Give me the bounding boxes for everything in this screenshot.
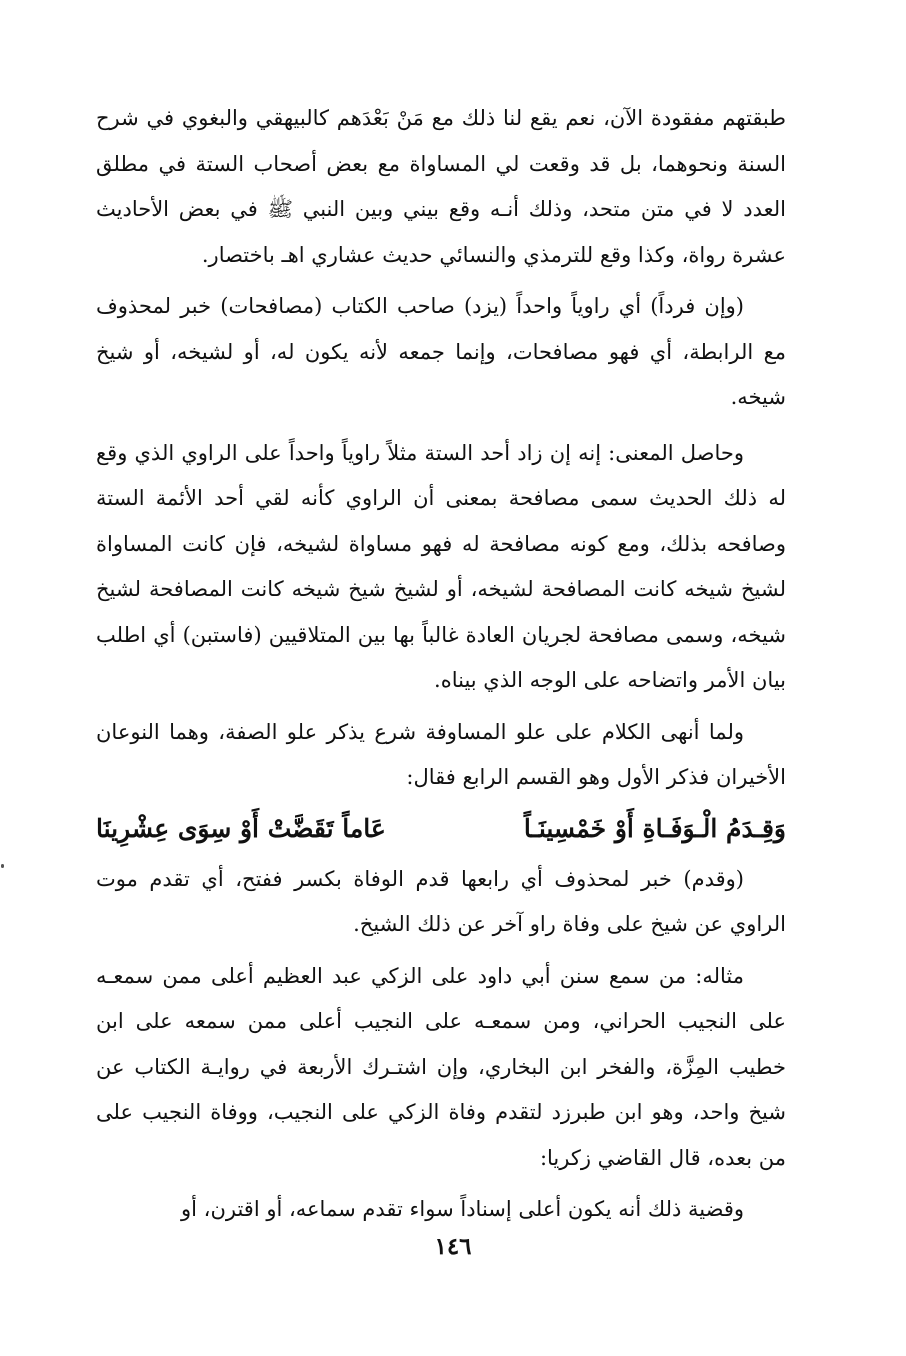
paragraph: طبقتهم مفقودة الآن، نعم يقع لنا ذلك مع مَنْ بَعْدَهم كالبيهقي والبغوي في شرح السنة ونحوهما، بل قد وقعت لي المساواة مع بعض أصحاب الستة في مطلق العدد لا في متن متحد، وذلك أنـه وقع بيني وبين النبي ﷺ في بعض الأحاديث عشرة رواة، وكذا وقع للترمذي والنسائي حديث عشاري اهـ باختصار. xyxy=(96,106,786,267)
poem-verse xyxy=(96,801,786,857)
scan-speck xyxy=(1,864,4,868)
paragraph: مثاله: من سمع سنن أبي داود على الزكي عبد العظيم أعلى ممن سمعـه على النجيب الحراني، ومن سمعـه على النجيب أعلى ممن سمعه على ابن خطيب المِزَّة، والفخر ابن البخاري، وإن اشتـرك الأربعة في روايـة الكتاب عن شيخ واحد، وهو ابن طبرزد لتقدم وفاة الزكي على النجيب، ووفاة النجيب على من بعده، قال القاضي زكريا: xyxy=(96,963,786,1170)
paragraph: ولما أنهى الكلام على علو المساوفة شرع يذكر علو الصفة، وهما النوعان الأخيران فذكر الأول وهو القسم الرابع فقال: xyxy=(96,719,786,789)
verse-right-hemistich: وَقِـدَمُ الْـوَفَـاةِ أَوْ خَمْسِينَـاً xyxy=(523,813,786,843)
body-text xyxy=(96,96,786,1233)
paragraph: وقضية ذلك أنه يكون أعلى إسناداً سواء تقدم سماعه، أو اقترن، أو xyxy=(181,1197,744,1221)
page-number: ١٤٦ xyxy=(434,1233,472,1260)
paragraph: (وإن فرداً) أي راوياً واحداً (يزد) صاحب الكتاب (مصافحات) خبر لمحذوف مع الرابطة، أي فهو مصافحات، وإنما جمعه لأنه يكون له، أو لشيخه، أو شيخ شيخه. xyxy=(96,294,786,409)
verse-left-hemistich: عَاماً تَقَضَّتْ أَوْ سِوَى عِشْرِينَا xyxy=(96,813,386,843)
paragraph: (وقدم) خبر لمحذوف أي رابعها قدم الوفاة بكسر ففتح، أي تقدم موت الراوي عن شيخ على وفاة راو آخر عن ذلك الشيخ. xyxy=(96,866,786,936)
paragraph: وحاصل المعنى: إنه إن زاد أحد الستة مثلاً راوياً واحداً على الراوي الذي وقع له ذلك الحديث سمى مصافحة بمعنى أن الراوي كأنه لقي أحد الأئمة الستة وصافحه بذلك، ومع كونه مصافحة له فهو مساواة لشيخه، فإن كانت المساواة لشيخ شيخه كانت المصافحة لشيخه، أو لشيخ شيخ شيخه كانت المصافحة لشيخ شيخه، وسمى مصافحة لجريان العادة غالباً بها بين المتلاقيين (فاستبن) أي اطلب بيان الأمر واتضاحه على الوجه الذي بيناه. xyxy=(96,440,786,692)
